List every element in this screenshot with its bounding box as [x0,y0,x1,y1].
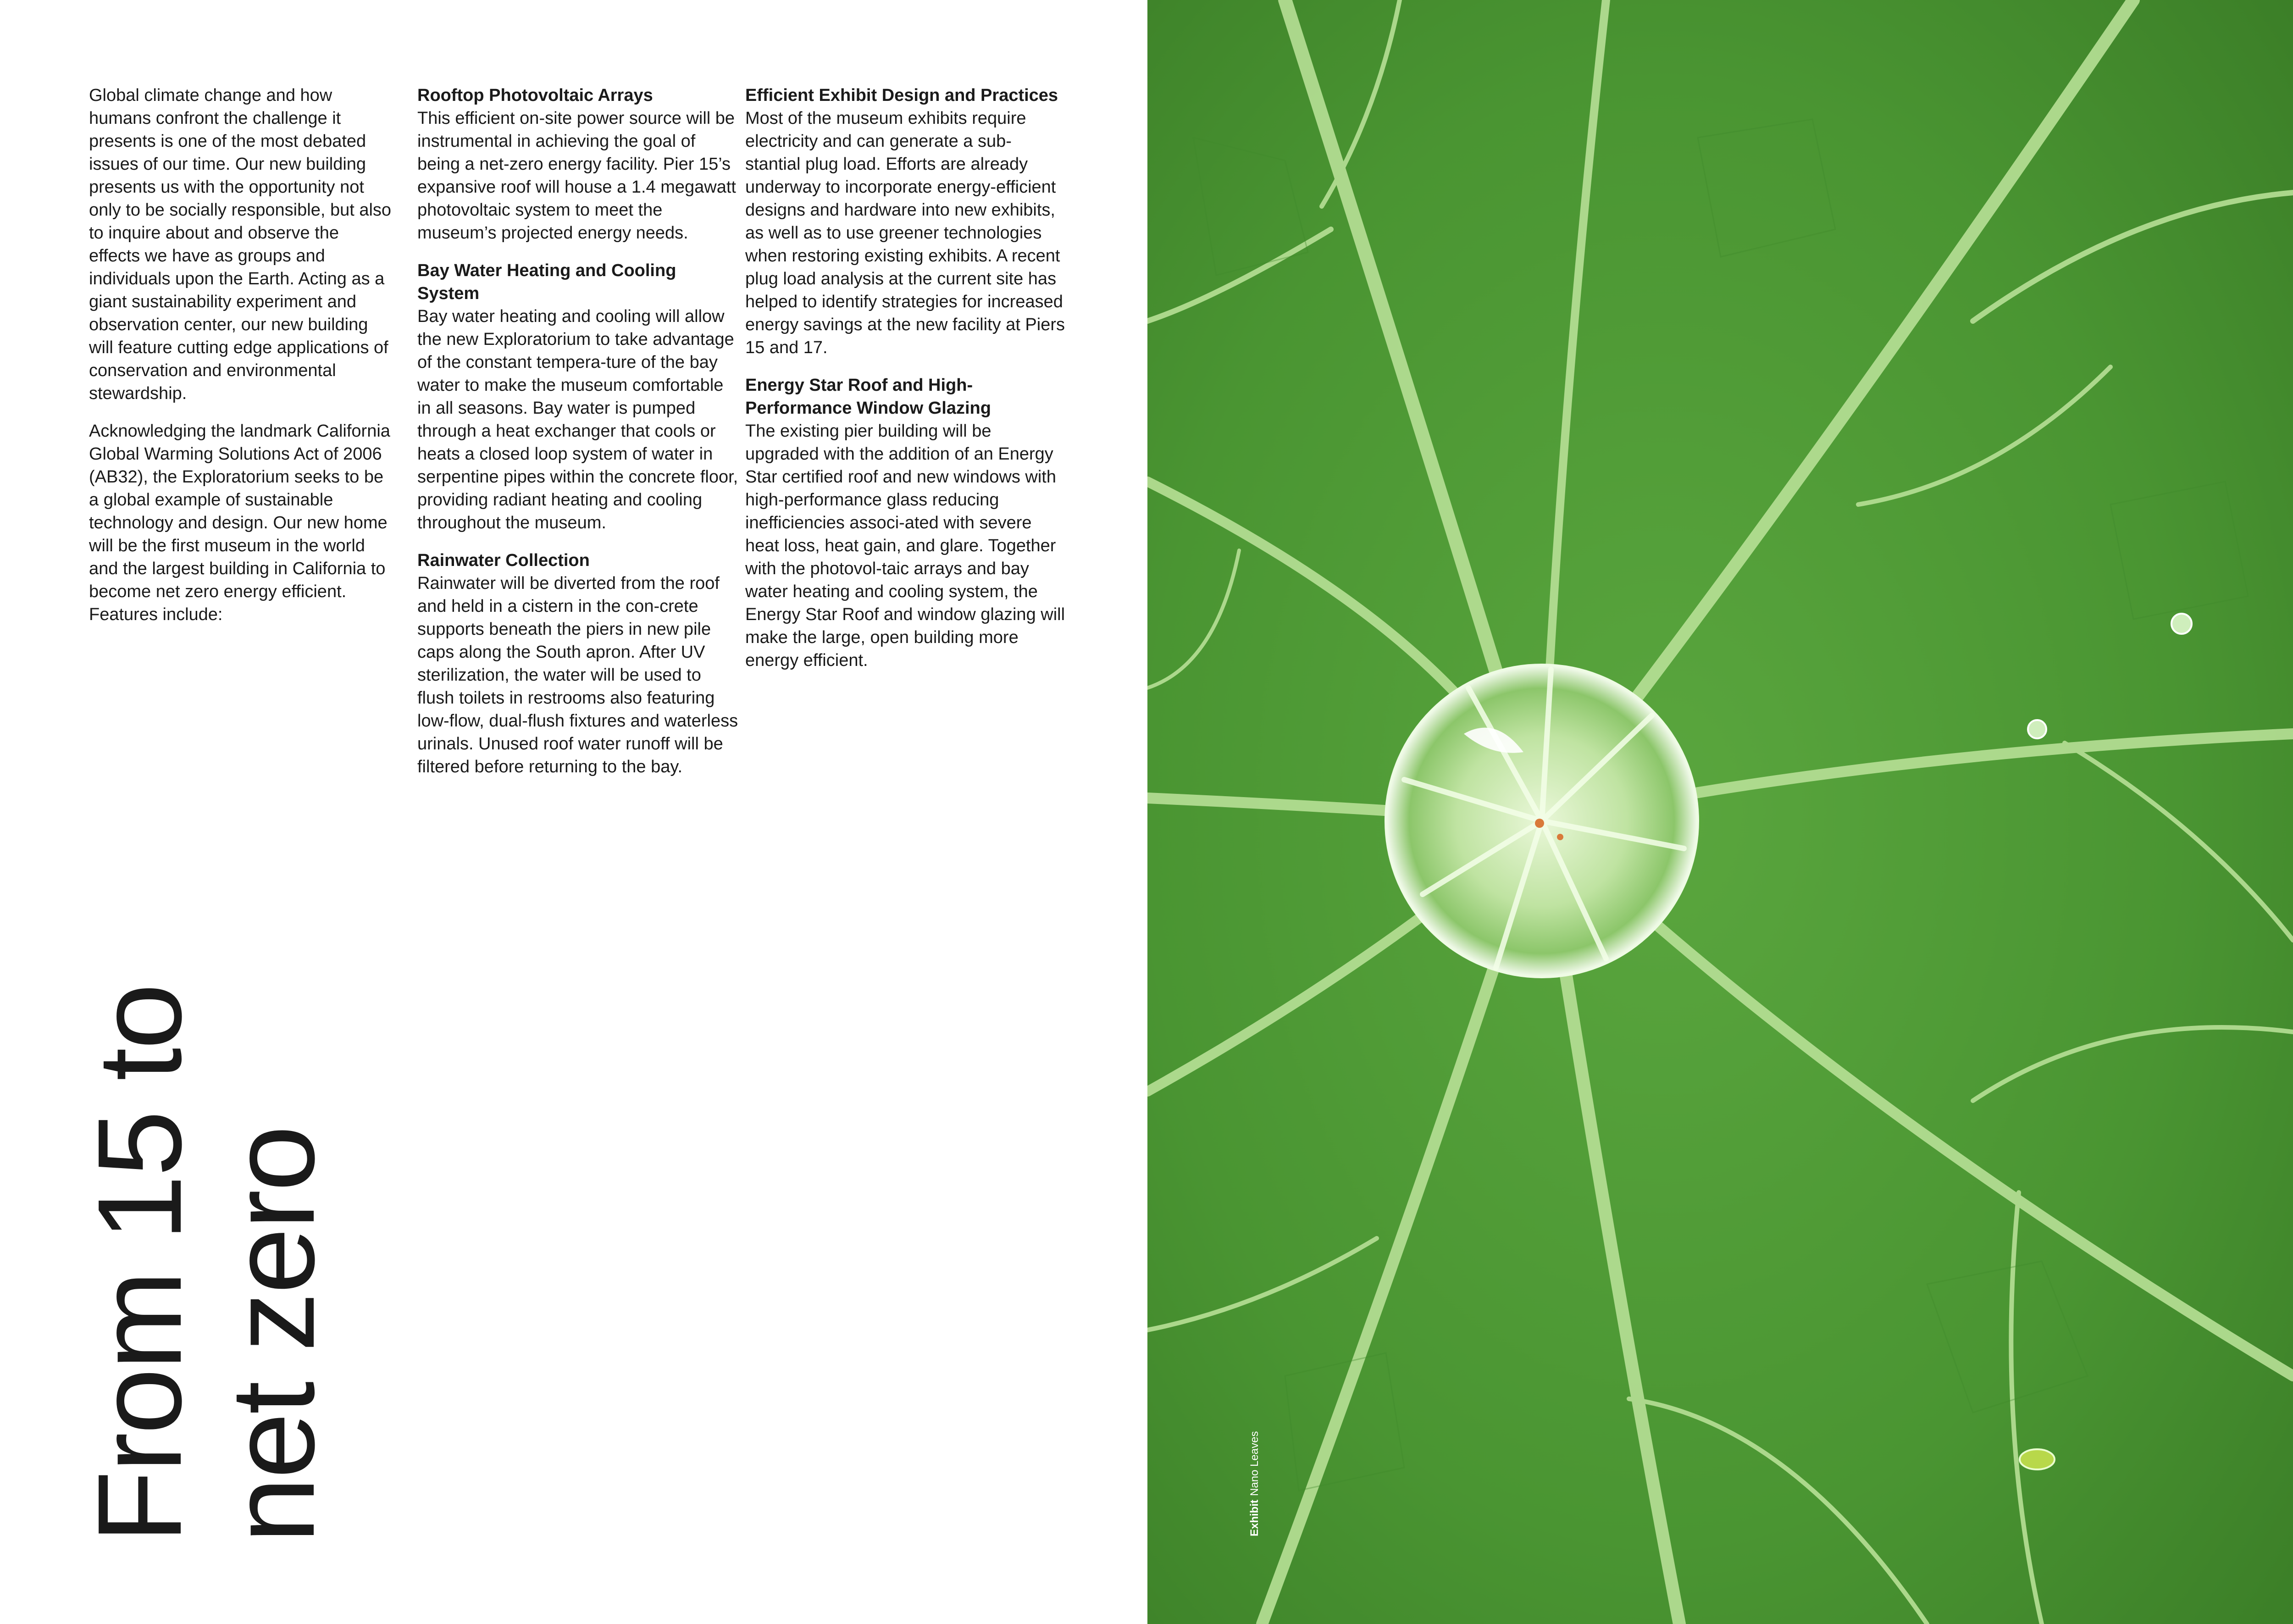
caption-label: Exhibit [1248,1499,1261,1536]
text-page [0,0,1146,1624]
column-intro [89,84,392,641]
page-headline [73,985,339,1543]
feature-title: Energy Star Roof and High-Performance Window Glazing [745,376,991,418]
intro-paragraph-1: Global climate change and how humans confront the challenge it presents is one of the most debated issues of our time. Our new building presents us with the opportunity not only to be socially responsible, but also to inquire about and observe the effects we have as groups and individuals upon the Earth. Acting as a giant sustainability experiment and observation center, our new building will feature cutting edge applications of conservation and environmental stewardship. [89,86,392,403]
feature-section [417,84,738,244]
caption-text: Nano Leaves [1248,1431,1261,1496]
feature-section [745,84,1066,359]
feature-section [417,259,738,534]
feature-body: Bay water heating and cooling will allow the new Exploratorium to take advantage of the constant tempera-ture of the bay water to make the museum comfortable in all seasons. Bay water is pumped through a heat exchanger that cools or heats a closed loop system of water in serpentine pipes within the concrete floor, providing radiant heating and cooling throughout the museum. [417,307,738,532]
feature-body: Rainwater will be diverted from the roof and held in a cistern in the con-crete supports beneath the piers in new pile caps along the South apron. After UV sterilization, the water will be used to flush toilets in restrooms also featuring low-flow, dual-flush fixtures and waterless urinals. Unused roof water runoff will be filtered before returning to the bay. [417,574,738,776]
photo-caption [1248,1431,1261,1536]
feature-body: The existing pier building will be upgraded with the addition of an Energy Star certified roof and new windows with high-performance glass reducing inefficiencies associ-ated with severe heat loss, heat gain, and glare. Together with the photovol-taic arrays and bay water heating and cooling system, the Energy Star Roof and window glazing will make the large, open building more energy efficient. [745,421,1065,670]
feature-title: Rooftop Photovoltaic Arrays [417,86,653,105]
feature-title: Rainwater Collection [417,551,590,570]
feature-section [745,374,1066,672]
leaf-photo [1147,0,2293,1624]
water-droplet [1386,665,1698,977]
feature-title: Efficient Exhibit Design and Practices [745,86,1058,105]
intro-paragraph-2: Acknowledging the landmark California Global Warming Solutions Act of 2006 (AB32), the Exploratorium seeks to be a global example of sustainable technology and design. Our new home will be the first museum in the world and the largest building in California to become net zero energy efficient. Features include: [89,421,390,624]
feature-section [417,549,738,778]
feature-body: Most of the museum exhibits require electricity and can generate a sub-stantial plug load. Efforts are already underway to incorporate energy-efficient designs and hardware into new exhibits, as well as to use greener technologies when restoring existing exhibits. A recent plug load analysis at the current site has helped to identify strategies for increased energy savings at the new facility at Piers 15 and 17. [745,109,1065,357]
headline-line-2: net zero [206,1127,339,1543]
feature-title: Bay Water Heating and Cooling System [417,261,676,303]
headline-line-1: From 15 to [73,985,206,1543]
feature-body: This efficient on-site power source will be instrumental in achieving the goal of being a net-zero energy facility. Pier 15’s expansive roof will house a 1.4 megawatt photovoltaic system to meet the museum’s projected energy needs. [417,109,736,243]
column-features-1 [417,84,738,793]
column-features-2 [745,84,1066,687]
